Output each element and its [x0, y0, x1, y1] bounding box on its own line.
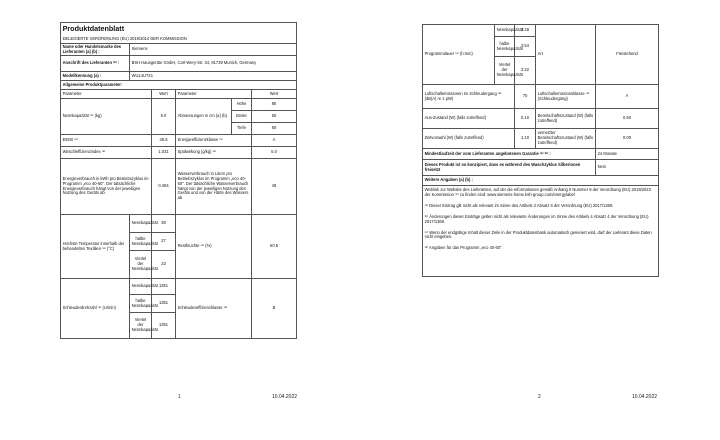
- spin-row-value: 1351: [152, 279, 176, 295]
- spin-row-label: Nennkapazität: [130, 279, 152, 295]
- duration-label: Programmdauer ⁽ᵃ⁾ (h:min): [423, 25, 495, 85]
- header-parameter-2: Parameter: [176, 90, 252, 99]
- page-number: 2: [538, 394, 541, 400]
- depth-value: 60: [252, 123, 297, 135]
- warranty-label: Mindestlaufzeit der vom Lieferanten angebotenen Garantie ⁽ᵃ⁾ ⁽ᵇ⁾ :: [423, 149, 596, 160]
- duration-row-label: halbe Nennkapazität: [495, 37, 515, 57]
- noise-class-label: Luftschallemissionsklasse ⁽ᵃ⁾ (Schleudergang): [536, 85, 596, 109]
- further-info-block: [423, 186, 659, 277]
- off-mode-label: Aus-Zustand (W) (falls zutreffend): [423, 109, 515, 129]
- noise-label: Luftschallemissionen im Schleudergang ⁽ᵃ⁾ (dB(A) re 1 pW): [423, 85, 515, 109]
- noise-value: 70: [515, 85, 536, 109]
- water-consumption-value: 48: [252, 159, 297, 215]
- depth-label: Tiefe: [232, 123, 252, 135]
- duration-row-value: 2:22: [515, 57, 536, 85]
- networked-standby-value: 0.00: [596, 129, 659, 149]
- duration-row-label: Viertel der Nennkapazität: [495, 57, 515, 85]
- supplier-weblink-text: Weblink zur Website des Lieferanten, auf der die Informationen gemäß Anhang II Nummer 9 der Verordnung (EU) 2019/2023 der Kommission ⁽ᵇ⁾ zu finden sind: www.siemens-home.bsh-group.com/energylabel: [424, 187, 651, 197]
- energy-class-label: Energieeffizienzklasse ⁽ᵃ⁾: [176, 135, 252, 147]
- silver-ions-value: Nein: [596, 160, 659, 176]
- height-value: 85: [252, 99, 297, 111]
- address-value: BSH Hausgeräte GmbH, Carl-Wery-Str. 34, 81739 Munich, Germany: [130, 56, 297, 72]
- noise-class-value: A: [596, 85, 659, 109]
- eei-value: 48.8: [152, 135, 176, 147]
- regulation-text: DELEGIERTE VERORDNUNG (EU) 2019/2014 DER KOMMISSION: [61, 36, 297, 44]
- footnote-d: ⁽ᵈ⁾ Angaben für das Programm „eco 40-60".: [424, 245, 503, 251]
- duration-row-label: Nennkapazität: [495, 25, 515, 37]
- energy-class-value: A: [252, 135, 297, 147]
- width-value: 60: [252, 111, 297, 123]
- page-number: 1: [178, 394, 181, 400]
- rinse-label: Spülwirkung (g/kg) ⁽ᵃ⁾: [176, 147, 252, 159]
- further-info-label: Weitere Angaben (a) (b) :: [423, 176, 659, 186]
- spin-row-label: halbe Nennkapazität: [130, 295, 152, 313]
- temp-row-label: Viertel der Nennkapazität: [130, 251, 152, 279]
- capacity-label: Nennkapazität ⁽ᵃ⁾ (kg): [61, 99, 152, 135]
- header-value-2: Wert: [252, 90, 297, 99]
- spin-speed-label: Schleuderdrehzahl ⁽ᵃ⁾ (U/min): [61, 279, 130, 339]
- standby-label: Bereitschaftszustand (W) (falls zutreffend): [536, 109, 596, 129]
- temp-row-value: 27: [152, 233, 176, 251]
- temp-row-value: 38: [152, 215, 176, 233]
- general-parameters-heading: Allgemeine Produktparameter:: [61, 81, 297, 90]
- type-value: Freistehend: [596, 25, 659, 85]
- delay-start-value: 1.10: [515, 129, 536, 149]
- moisture-label: Restfeuchte ⁽ᵃ⁾ (%): [176, 215, 252, 279]
- wash-efficiency-value: 1.031: [152, 147, 176, 159]
- capacity-value: 9.0: [152, 99, 176, 135]
- water-consumption-label: Wasserverbrauch in Litern pro Betriebszyklus im Programm „eco 40-60". Der tatsächliche Wasserverbrauch hängt von der jeweiligen Nutzung des Geräts und von der Härte des Wassers ab.: [176, 159, 252, 215]
- sheet-title: Produktdatenblatt: [61, 23, 297, 36]
- supplier-label: Name oder Handelsmarke des Lieferanten (a) (b) :: [61, 44, 130, 56]
- max-temperature-label: Höchste Temperatur innerhalb der behandelten Textilien ⁽ᵃ⁾ (°C): [61, 215, 130, 279]
- energy-consumption-label: Energieverbrauch in kWh pro Betriebszyklus im Programm „eco 40-60". Der tatsächliche Energieverbrauch hängt von der jeweiligen Nutzung des Geräts ab.: [61, 159, 152, 215]
- height-label: Höhe: [232, 99, 252, 111]
- wash-efficiency-label: Waschleffizienzindex ⁽ᵃ⁾: [61, 147, 152, 159]
- header-parameter: Parameter: [61, 90, 152, 99]
- product-data-table-2: [422, 24, 659, 277]
- spin-row-value: 1351: [152, 313, 176, 339]
- address-label: Anschrift des Lieferanten ⁽ᵇ⁾ :: [61, 56, 130, 72]
- spin-row-label: Viertel der Nennkapazität: [130, 313, 152, 339]
- duration-row-value: 2:54: [515, 37, 536, 57]
- spin-row-value: 1351: [152, 295, 176, 313]
- footnote-c: ⁽ᶜ⁾ Wenn der endgültige Inhalt dieser Zeile in der Produktdatenbank automatisch generiert wird, darf der Lieferant diese Daten nicht eingeben.: [424, 229, 652, 240]
- standby-value: 0.50: [596, 109, 659, 129]
- page-date: 10.04.2022: [632, 394, 658, 400]
- footnote-a: ⁽ᵃ⁾ Dieser Eintrag gilt nicht als relevant im Sinne des Artikels 2 Absatz 6 der Verordnung (EU) 2017/1369.: [424, 202, 614, 208]
- moisture-value: 50.5: [252, 215, 297, 279]
- footnote-b: ⁽ᵇ⁾ Änderungen dieser Einträge gelten nicht als relevante Änderungen im Sinne des Artikels 4 Absatz 4 der Verordnung (EU) 2017/1369.: [424, 213, 649, 224]
- spin-class-label: Schleudereffizienzklasse ⁽ᵃ⁾: [176, 279, 252, 339]
- width-label: Breite: [232, 111, 252, 123]
- model-label: Modellkennung (a) :: [61, 72, 130, 81]
- temp-row-label: Nennkapazität: [130, 215, 152, 233]
- temp-row-value: 23: [152, 251, 176, 279]
- energy-consumption-value: 0.484: [152, 159, 176, 215]
- model-value: WU14UT41: [130, 72, 297, 81]
- silver-ions-label: Dieses Produkt ist so konzipiert, dass es während des Waschzyklus Silberionen freisetzt: [423, 160, 596, 176]
- warranty-value: 24 Monate: [596, 149, 659, 160]
- product-data-table-1: [60, 22, 297, 339]
- rinse-value: 5.0: [252, 147, 297, 159]
- supplier-value: Siemens: [130, 44, 297, 56]
- networked-standby-label: vernetzter Bereitschaftszustand (W) (falls zutreffend): [536, 129, 596, 149]
- off-mode-value: 0.10: [515, 109, 536, 129]
- type-label: Art: [536, 25, 596, 85]
- page-date: 10.04.2022: [272, 394, 298, 400]
- eei-label: EEIW ⁽ᵃ⁾: [61, 135, 152, 147]
- delay-start-label: Zeitvorwahl (W) (falls zutreffend): [423, 129, 515, 149]
- spin-class-value: B: [252, 279, 297, 339]
- dimensions-label: Abmessungen in cm (a) (b): [176, 99, 232, 135]
- temp-row-label: halbe Nennkapazität: [130, 233, 152, 251]
- header-value: Wert: [152, 90, 176, 99]
- duration-row-value: 3:48: [515, 25, 536, 37]
